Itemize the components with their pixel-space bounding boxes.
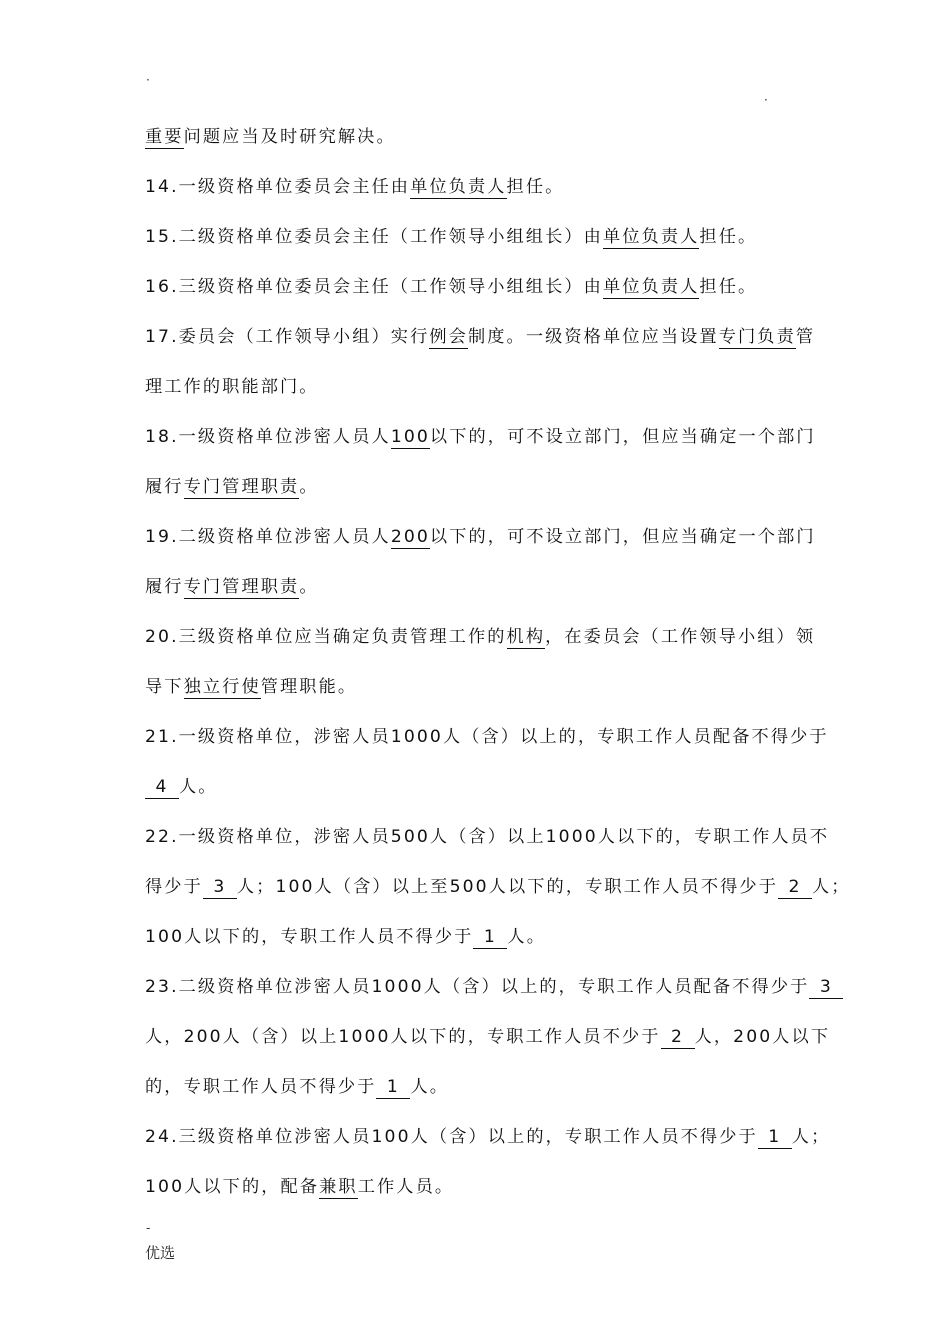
text-line bbox=[145, 569, 810, 619]
text-segment: 21.一级资格单位，涉密人员1000人（含）以上的，专职工作人员配备不得少于 bbox=[145, 727, 829, 747]
text-segment: 人，200人（含）以上1000人以下的，专职工作人员不少于 bbox=[145, 1027, 661, 1047]
page-corner-mark-right: · bbox=[764, 93, 768, 107]
text-line bbox=[145, 619, 816, 669]
text-segment: 以下的，可不设立部门，但应当确定一个部门 bbox=[429, 527, 816, 547]
text-segment: 履行 bbox=[145, 477, 184, 497]
text-segment: 人。 bbox=[507, 927, 546, 947]
text-segment: 人； bbox=[812, 877, 851, 897]
text-segment: 导下 bbox=[145, 677, 184, 697]
text-line bbox=[145, 969, 833, 1019]
text-line bbox=[145, 719, 829, 769]
underlined-answer: 3 bbox=[809, 976, 843, 999]
text-segment: 18.一级资格单位涉密人员人 bbox=[145, 427, 391, 447]
text-segment: 理工作的职能部门。 bbox=[145, 377, 319, 397]
text-line bbox=[145, 819, 830, 869]
text-segment: 16.三级资格单位委员会主任（工作领导小组组长）由 bbox=[145, 277, 603, 297]
text-segment: 人。 bbox=[179, 777, 218, 797]
underlined-answer: 单位负责人 bbox=[602, 227, 700, 247]
underlined-answer: 1 bbox=[758, 1126, 792, 1149]
underlined-answer: 200 bbox=[390, 527, 430, 547]
underlined-answer: 2 bbox=[778, 876, 812, 899]
text-line bbox=[145, 419, 816, 469]
text-segment: 担任。 bbox=[506, 177, 565, 197]
text-segment: 担任。 bbox=[699, 277, 758, 297]
text-line bbox=[145, 119, 810, 169]
text-line bbox=[145, 1119, 831, 1169]
underlined-answer: 重要 bbox=[145, 127, 184, 147]
text-line bbox=[145, 669, 810, 719]
underlined-answer: 兼职 bbox=[319, 1177, 358, 1197]
underlined-answer: 4 bbox=[145, 776, 179, 799]
text-segment: ，在委员会（工作领导小组）领 bbox=[545, 627, 816, 647]
underlined-answer: 例会 bbox=[429, 327, 468, 347]
text-line bbox=[145, 869, 851, 919]
text-segment: 23.二级资格单位涉密人员1000人（含）以上的，专职工作人员配备不得少于 bbox=[145, 977, 810, 997]
text-segment: 人，200人以下 bbox=[694, 1027, 831, 1047]
text-line bbox=[145, 369, 810, 419]
text-line bbox=[145, 1169, 810, 1219]
footer-dash: - bbox=[146, 1221, 151, 1235]
text-line bbox=[145, 1019, 831, 1069]
text-segment: 19.二级资格单位涉密人员人 bbox=[145, 527, 391, 547]
text-line bbox=[145, 1069, 810, 1119]
document-body bbox=[145, 119, 851, 1219]
underlined-answer: 2 bbox=[661, 1026, 695, 1049]
underlined-answer: 专门负责 bbox=[718, 327, 796, 347]
text-segment: 人； bbox=[791, 1127, 831, 1147]
text-segment: 24.三级资格单位涉密人员100人（含）以上的，专职工作人员不得少于 bbox=[145, 1127, 758, 1147]
text-segment: 22.一级资格单位，涉密人员500人（含）以上1000人以下的，专职工作人员不 bbox=[145, 827, 830, 847]
text-segment: 。 bbox=[299, 577, 319, 597]
text-segment: 得少于 bbox=[145, 877, 203, 897]
text-segment: 管理职能。 bbox=[260, 677, 358, 697]
page-corner-mark-left: · bbox=[146, 73, 150, 87]
text-segment: 17.委员会（工作领导小组）实行 bbox=[145, 327, 430, 347]
text-line bbox=[145, 269, 810, 319]
underlined-answer: 1 bbox=[376, 1076, 410, 1099]
underlined-answer: 单位负责人 bbox=[602, 277, 700, 297]
underlined-answer: 独立行使 bbox=[183, 677, 261, 697]
text-segment: 担任。 bbox=[699, 227, 758, 247]
text-line bbox=[145, 919, 810, 969]
text-segment: 问题应当及时研究解决。 bbox=[183, 127, 396, 147]
text-line bbox=[145, 169, 810, 219]
underlined-answer: 专门管理职责 bbox=[183, 477, 300, 497]
text-segment: 的，专职工作人员不得少于 bbox=[145, 1077, 377, 1097]
underlined-answer: 3 bbox=[203, 876, 237, 899]
underlined-answer: 1 bbox=[473, 926, 507, 949]
text-segment: 人；100人（含）以上至500人以下的，专职工作人员不得少于 bbox=[236, 877, 778, 897]
text-segment: 20.三级资格单位应当确定负责管理工作的 bbox=[145, 627, 507, 647]
underlined-answer: 机构 bbox=[506, 627, 546, 647]
text-segment: 管 bbox=[795, 327, 816, 347]
text-segment: 100人以下的，专职工作人员不得少于 bbox=[145, 927, 474, 947]
footer-label: 优选 bbox=[145, 1244, 176, 1262]
text-line bbox=[145, 769, 810, 819]
text-segment: 工作人员。 bbox=[357, 1177, 455, 1197]
underlined-answer: 专门管理职责 bbox=[183, 577, 300, 597]
text-line bbox=[145, 519, 816, 569]
text-segment: 14.一级资格单位委员会主任由 bbox=[145, 177, 411, 197]
text-segment: 15.二级资格单位委员会主任（工作领导小组组长）由 bbox=[145, 227, 603, 247]
text-line bbox=[145, 469, 810, 519]
text-segment: 。 bbox=[299, 477, 319, 497]
underlined-answer: 单位负责人 bbox=[410, 177, 507, 197]
text-line bbox=[145, 219, 810, 269]
text-segment: 以下的，可不设立部门，但应当确定一个部门 bbox=[429, 427, 816, 447]
text-line bbox=[145, 319, 816, 369]
text-segment: 制度。一级资格单位应当设置 bbox=[467, 327, 719, 347]
text-segment: 履行 bbox=[145, 577, 184, 597]
underlined-answer: 100 bbox=[390, 427, 430, 447]
text-segment: 人。 bbox=[410, 1077, 450, 1097]
text-segment: 100人以下的，配备 bbox=[145, 1177, 320, 1197]
